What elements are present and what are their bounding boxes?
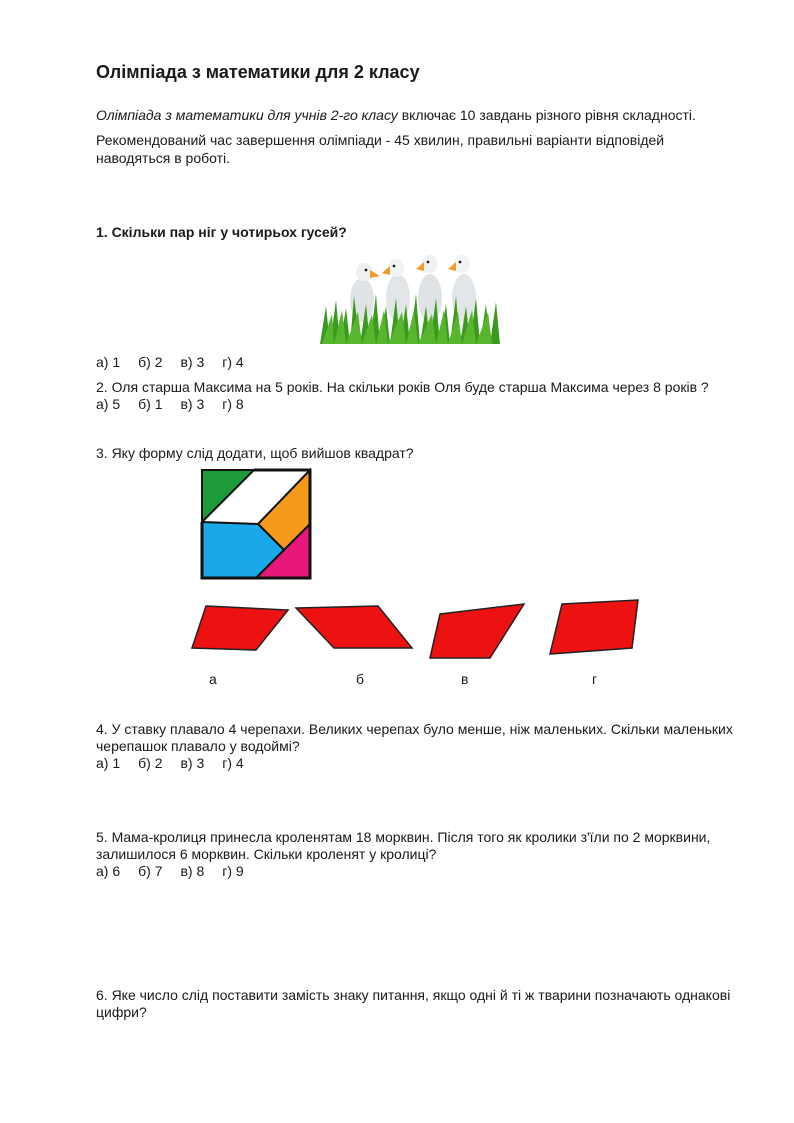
- q2-option-c: в) 3: [180, 396, 205, 412]
- intro-paragraph: [96, 106, 696, 124]
- q2-option-a: а) 5: [96, 396, 121, 412]
- q5-option-c: в) 8: [180, 863, 205, 879]
- q2-options: [96, 395, 262, 413]
- shape-d: [550, 600, 638, 654]
- intro-rest: включає 10 завдань різного рівня складності.: [397, 107, 696, 123]
- question-6-line2: цифри?: [96, 1004, 147, 1020]
- shape-b: [296, 606, 412, 648]
- question-4-line1: 4. У ставку плавало 4 черепахи. Великих черепах було менше, ніж маленьких. Скільки маленьких: [96, 721, 733, 737]
- q1-option-c: в) 3: [180, 354, 205, 370]
- green-triangle: [202, 470, 254, 522]
- shape-label-d: г: [592, 671, 598, 687]
- shape-options: [186, 596, 646, 660]
- q4-options: [96, 754, 262, 772]
- q5-option-d: г) 9: [222, 863, 244, 879]
- q2-option-b: б) 1: [138, 396, 163, 412]
- shape-label-c: в: [461, 671, 469, 687]
- question-2: 2. Оля старша Максима на 5 років. На скільки років Оля буде старша Максима через 8 років ?: [96, 379, 709, 395]
- intro-italic: Олімпіада з математики для учнів 2-го класу: [96, 107, 398, 123]
- q4-option-b: б) 2: [138, 755, 163, 771]
- question-4-line2: черепашок плавало у водоймі?: [96, 738, 300, 754]
- q4-option-a: а) 1: [96, 755, 121, 771]
- goose-3: [416, 255, 442, 322]
- page-title: Олімпіада з математики для 2 класу: [96, 62, 420, 82]
- shape-c: [430, 604, 524, 658]
- q1-options: [96, 353, 262, 371]
- intro-line2a: Рекомендований час завершення олімпіади - 45 хвилин, правильні варіанти відповідей: [96, 132, 665, 148]
- q4-option-d: г) 4: [222, 755, 244, 771]
- shape-a: [192, 606, 288, 650]
- shape-label-a: а: [209, 671, 217, 687]
- q5-options: [96, 862, 262, 880]
- geese-illustration: [320, 248, 500, 344]
- question-5-line2: залишилося 6 морквин. Скільки кроленят у кролиці?: [96, 846, 437, 862]
- question-1: 1. Скільки пар ніг у чотирьох гусей?: [96, 224, 347, 240]
- q1-option-b: б) 2: [138, 354, 163, 370]
- question-3: 3. Яку форму слід додати, щоб вийшов квадрат?: [96, 445, 414, 461]
- question-6-line1: 6. Яке число слід поставити замість знаку питання, якщо одні й ті ж тварини позначають однакові: [96, 987, 731, 1003]
- q5-option-a: а) 6: [96, 863, 121, 879]
- q1-option-d: г) 4: [222, 354, 244, 370]
- q5-option-b: б) 7: [138, 863, 163, 879]
- square-puzzle: [198, 466, 314, 582]
- question-5-line1: 5. Мама-кролиця принесла кроленятам 18 морквин. Після того як кролики з'їли по 2 морквини,: [96, 829, 711, 845]
- q1-option-a: а) 1: [96, 354, 121, 370]
- q4-option-c: в) 3: [180, 755, 205, 771]
- shape-label-b: б: [356, 671, 365, 687]
- q2-option-d: г) 8: [222, 396, 244, 412]
- intro-line2b: наводяться в роботі.: [96, 150, 231, 166]
